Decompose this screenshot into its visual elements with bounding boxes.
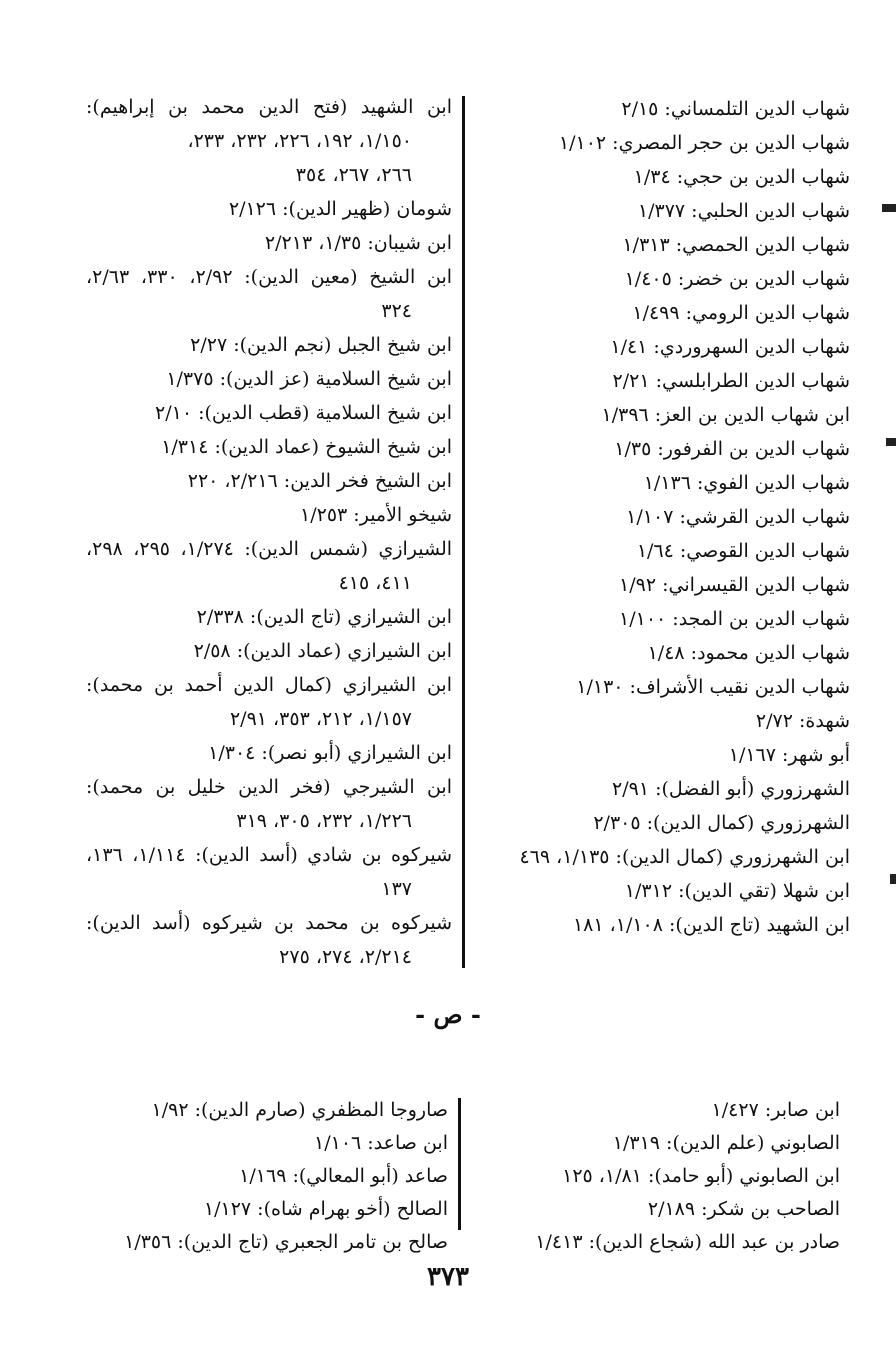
index-entry: ابن صابر: ١/٤٢٧ [711,1099,840,1121]
index-entry-heading: ابن شيخ السلامية (عز الدين): ١/٣٧٥ [166,368,452,390]
index-entry: ابن شهاب الدين بن العز: ١/٣٩٦ [601,404,850,426]
index-column-right-bottom [478,1094,840,1259]
index-entry [86,532,452,600]
index-entry [86,226,452,260]
index-entry: أبو شهر: ١/١٦٧ [728,744,850,766]
index-entry-pages: ٤١١، ٤١٥ [338,572,412,594]
index-entry: صادر بن عبد الله (شجاع الدين): ١/٤١٣ [535,1231,840,1253]
index-entry: ابن الصابوني (أبو حامد): ١/٨١، ١٢٥ [562,1165,840,1187]
index-entry: الصابوني (علم الدين): ١/٣١٩ [612,1132,840,1154]
index-entry-pages: ٢٦٦، ٢٦٧، ٣٥٤ [295,164,412,186]
index-entry-heading: ابن شيخ السلامية (قطب الدين): ٢/١٠ [155,402,452,424]
index-entry-heading: ابن الشيخ (معين الدين): ٢/٩٢، ٣٣٠، ٢/٦٣، [86,266,453,288]
index-entry: الصاحب بن شكر: ٢/١٨٩ [647,1198,840,1220]
index-entry: صالح بن تامر الجعبري (تاج الدين): ١/٣٥٦ [124,1231,448,1253]
index-entry: شهاب الدين الرومي: ١/٤٩٩ [632,302,850,324]
index-entry-pages: ١٣٧ [381,878,412,900]
index-entry: شهاب الدين التلمساني: ٢/١٥ [621,98,850,120]
index-entry: شهاب الدين الطرابلسي: ٢/٢١ [612,370,850,392]
index-entry: شهاب الدين السهروردي: ١/٤١ [610,336,850,358]
index-entry: شهدة: ٢/٧٢ [755,710,850,732]
index-entry [86,906,452,974]
index-entry [86,770,452,838]
index-entry-heading: ابن الشهيد (فتح الدين محمد بن إبراهيم): [86,96,452,118]
index-entry: ابن الشهرزوري (كمال الدين): ١/١٣٥، ٤٦٩ [519,846,850,868]
index-entry: شهاب الدين بن الفرفور: ١/٣٥ [614,438,850,460]
scan-edge-mark [890,874,896,884]
scan-edge-mark [882,204,896,212]
index-entry [86,668,452,736]
index-entry: ابن الشهيد (تاج الدين): ١/١٠٨، ١٨١ [572,914,850,936]
index-entry: صاروجا المظفري (صارم الدين): ١/٩٢ [151,1099,448,1121]
index-entry-pages: ١/٢٢٦، ٢٣٢، ٣٠٥، ٣١٩ [236,810,412,832]
index-entry: شهاب الدين بن حجر المصري: ١/١٠٢ [558,132,850,154]
index-entry: الصالح (أخو بهرام شاه): ١/١٢٧ [203,1198,448,1220]
index-entry-pages: ١/١٥٧، ٢١٢، ٣٥٣، ٢/٩١ [229,708,412,730]
index-entry [86,260,452,328]
index-entry: شهاب الدين القرشي: ١/١٠٧ [626,506,850,528]
index-entry [86,362,452,396]
index-entry: شهاب الدين بن حجي: ١/٣٤ [633,166,850,188]
scan-edge-mark [886,438,896,446]
index-entry: شهاب الدين القوصي: ١/٦٤ [636,540,850,562]
index-entry-heading: شيركوه بن شادي (أسد الدين): ١/١١٤، ١٣٦، [86,844,452,866]
index-entry [86,600,452,634]
index-entry [86,430,452,464]
index-entry-pages: ٣٢٤ [381,300,412,322]
index-entry-heading: شيركوه بن محمد بن شيركوه (أسد الدين): [86,912,452,934]
index-entry: الشهرزوري (أبو الفضل): ٢/٩١ [612,778,850,800]
column-divider-bottom [458,1098,461,1230]
index-entry: شهاب الدين القيسراني: ١/٩٢ [619,574,850,596]
index-column-left [86,90,452,974]
index-column-right [478,92,850,942]
index-column-left-bottom [86,1094,448,1259]
index-entry: الشهرزوري (كمال الدين): ٢/٣٠٥ [593,812,850,834]
index-entry-heading: شيخو الأمير: ١/٢٥٣ [300,504,452,526]
index-entry-heading: شومان (ظهير الدين): ٢/١٢٦ [228,198,452,220]
index-entry [86,90,452,192]
index-entry [86,498,452,532]
index-entry: شهاب الدين الفوي: ١/١٣٦ [643,472,850,494]
index-entry [86,464,452,498]
index-entry: ابن شهلا (تقي الدين): ١/٣١٢ [624,880,850,902]
index-entry [86,396,452,430]
index-entry-heading: ابن الشيخ فخر الدين: ٢/٢١٦، ٢٢٠ [187,470,452,492]
index-entry: شهاب الدين الحلبي: ١/٣٧٧ [637,200,850,222]
index-entry [86,736,452,770]
index-entry-pages: ١/١٥٠، ١٩٢، ٢٢٦، ٢٣٢، ٢٣٣، [187,130,412,152]
index-entry [86,838,452,906]
index-entry-heading: ابن الشيرازي (عماد الدين): ٢/٥٨ [193,640,452,662]
index-entry [86,328,452,362]
column-divider [462,96,465,968]
index-entry-heading: ابن شيبان: ١/٣٥، ٢/٢١٣ [264,232,452,254]
index-entry: شهاب الدين محمود: ١/٤٨ [647,642,850,664]
index-entry-heading: الشيرازي (شمس الدين): ١/٢٧٤، ٢٩٥، ٢٩٨، [86,538,453,560]
index-entry-heading: ابن شيخ الشيوخ (عماد الدين): ١/٣١٤ [161,436,452,458]
index-entry [86,634,452,668]
index-entry: شهاب الدين نقيب الأشراف: ١/١٣٠ [576,676,850,698]
index-entry-pages: ٢/٢١٤، ٢٧٤، ٢٧٥ [279,946,412,968]
index-entry: شهاب الدين بن المجد: ١/١٠٠ [619,608,850,630]
index-entry: ابن صاعد: ١/١٠٦ [314,1132,448,1154]
index-entry-heading: ابن الشيرجي (فخر الدين خليل بن محمد): [86,776,452,798]
index-entry: صاعد (أبو المعالي): ١/١٦٩ [239,1165,448,1187]
page-number: ٣٧٣ [427,1262,469,1292]
section-heading-sad: - ص - [415,1000,481,1029]
index-entry-heading: ابن شيخ الجبل (نجم الدين): ٢/٢٧ [190,334,452,356]
index-entry-heading: ابن الشيرازي (أبو نصر): ١/٣٠٤ [208,742,452,764]
index-entry: شهاب الدين بن خضر: ١/٤٠٥ [624,268,850,290]
index-entry [86,192,452,226]
index-entry: شهاب الدين الحمصي: ١/٣١٣ [622,234,850,256]
index-entry-heading: ابن الشيرازي (تاج الدين): ٢/٣٣٨ [196,606,452,628]
index-entry-heading: ابن الشيرازي (كمال الدين أحمد بن محمد): [86,674,452,696]
